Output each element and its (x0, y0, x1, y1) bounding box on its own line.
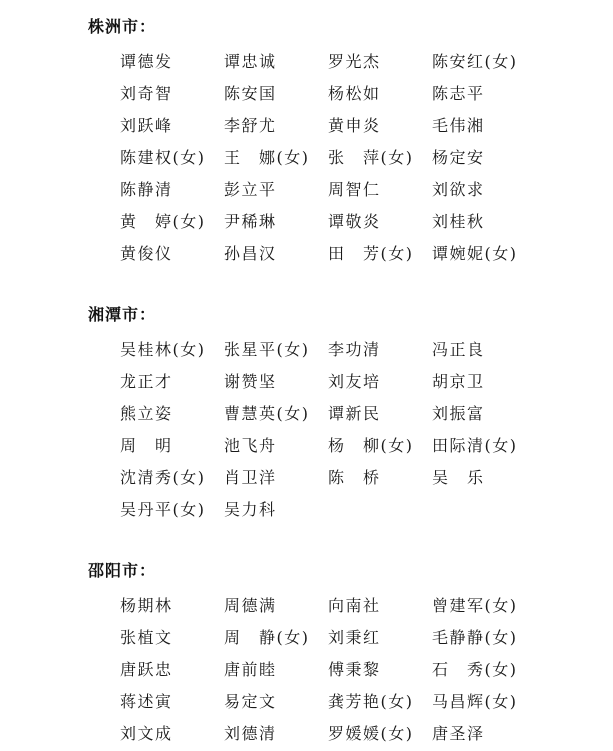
person-name: 谢赞坚 (224, 372, 277, 391)
city-heading: 株洲市： (88, 17, 157, 36)
person-name: 杨 柳(女) (328, 436, 414, 455)
person-name: 黄申炎 (328, 116, 381, 135)
person-name: 吴丹平(女) (120, 500, 206, 519)
person-name: 谭德发 (120, 52, 173, 71)
name-row (120, 654, 600, 686)
name-row (120, 718, 600, 750)
name-row (120, 686, 600, 718)
person-name: 吴力科 (224, 500, 277, 519)
person-name: 谭敬炎 (328, 212, 381, 231)
person-name: 尹稀琳 (224, 212, 277, 231)
person-name: 曹慧英(女) (224, 404, 310, 423)
person-name: 陈安国 (224, 84, 277, 103)
person-name: 向南社 (328, 596, 381, 615)
name-row (120, 366, 600, 398)
person-name: 谭新民 (328, 404, 381, 423)
name-row (120, 206, 600, 238)
person-name: 毛静静(女) (432, 628, 518, 647)
name-list (120, 590, 600, 750)
person-name: 谭忠诚 (224, 52, 277, 71)
name-row (120, 238, 600, 270)
person-name: 杨定安 (432, 148, 485, 167)
person-name: 冯正良 (432, 340, 485, 359)
name-row (120, 398, 600, 430)
person-name: 池飞舟 (224, 436, 277, 455)
person-name: 胡京卫 (432, 372, 485, 391)
city-heading: 邵阳市： (88, 561, 157, 580)
person-name: 李功清 (328, 340, 381, 359)
person-name: 蒋述寅 (120, 692, 173, 711)
person-name: 陈 桥 (328, 468, 381, 487)
person-name: 傅秉黎 (328, 660, 381, 679)
person-name: 黄 婷(女) (120, 212, 206, 231)
person-name: 杨松如 (328, 84, 381, 103)
name-row (120, 142, 600, 174)
person-name: 唐圣泽 (432, 724, 485, 743)
person-name: 龙正才 (120, 372, 173, 391)
person-name: 田际清(女) (432, 436, 518, 455)
person-name: 杨期林 (120, 596, 173, 615)
person-name: 孙昌汉 (224, 244, 277, 263)
name-row (120, 334, 600, 366)
person-name: 曾建军(女) (432, 596, 518, 615)
name-row (120, 110, 600, 142)
name-row (120, 78, 600, 110)
name-list (120, 46, 600, 270)
person-name: 陈建权(女) (120, 148, 206, 167)
person-name: 刘奇智 (120, 84, 173, 103)
person-name: 肖卫洋 (224, 468, 277, 487)
person-name: 刘德清 (224, 724, 277, 743)
person-name: 周智仁 (328, 180, 381, 199)
person-name: 吴 乐 (432, 468, 485, 487)
person-name: 陈志平 (432, 84, 485, 103)
name-list (120, 334, 600, 526)
city-heading: 湘潭市： (88, 305, 157, 324)
person-name: 毛伟湘 (432, 116, 485, 135)
person-name: 李舒尤 (224, 116, 277, 135)
person-name: 黄俊仪 (120, 244, 173, 263)
person-name: 沈清秀(女) (120, 468, 206, 487)
person-name: 易定文 (224, 692, 277, 711)
person-name: 罗光杰 (328, 52, 381, 71)
person-name: 唐前睦 (224, 660, 277, 679)
person-name: 石 秀(女) (432, 660, 518, 679)
person-name: 熊立姿 (120, 404, 173, 423)
person-name: 王 娜(女) (224, 148, 310, 167)
name-row (120, 174, 600, 206)
person-name: 唐跃忠 (120, 660, 173, 679)
name-row (120, 462, 600, 494)
person-name: 田 芳(女) (328, 244, 414, 263)
person-name: 陈静清 (120, 180, 173, 199)
person-name: 龚芳艳(女) (328, 692, 414, 711)
person-name: 吴桂林(女) (120, 340, 206, 359)
person-name: 刘欲求 (432, 180, 485, 199)
person-name: 刘文成 (120, 724, 173, 743)
person-name: 刘友培 (328, 372, 381, 391)
person-name: 刘跃峰 (120, 116, 173, 135)
person-name: 罗媛媛(女) (328, 724, 414, 743)
name-row (120, 622, 600, 654)
name-row (120, 46, 600, 78)
person-name: 马昌辉(女) (432, 692, 518, 711)
person-name: 张植文 (120, 628, 173, 647)
person-name: 陈安红(女) (432, 52, 518, 71)
person-name: 张 萍(女) (328, 148, 414, 167)
person-name: 周 静(女) (224, 628, 310, 647)
person-name: 张星平(女) (224, 340, 310, 359)
person-name: 刘桂秋 (432, 212, 485, 231)
person-name: 彭立平 (224, 180, 277, 199)
person-name: 周 明 (120, 436, 173, 455)
name-row (120, 494, 600, 526)
person-name: 谭婉妮(女) (432, 244, 518, 263)
person-name: 刘秉红 (328, 628, 381, 647)
person-name: 刘振富 (432, 404, 485, 423)
person-name: 周德满 (224, 596, 277, 615)
name-row (120, 430, 600, 462)
name-row (120, 590, 600, 622)
